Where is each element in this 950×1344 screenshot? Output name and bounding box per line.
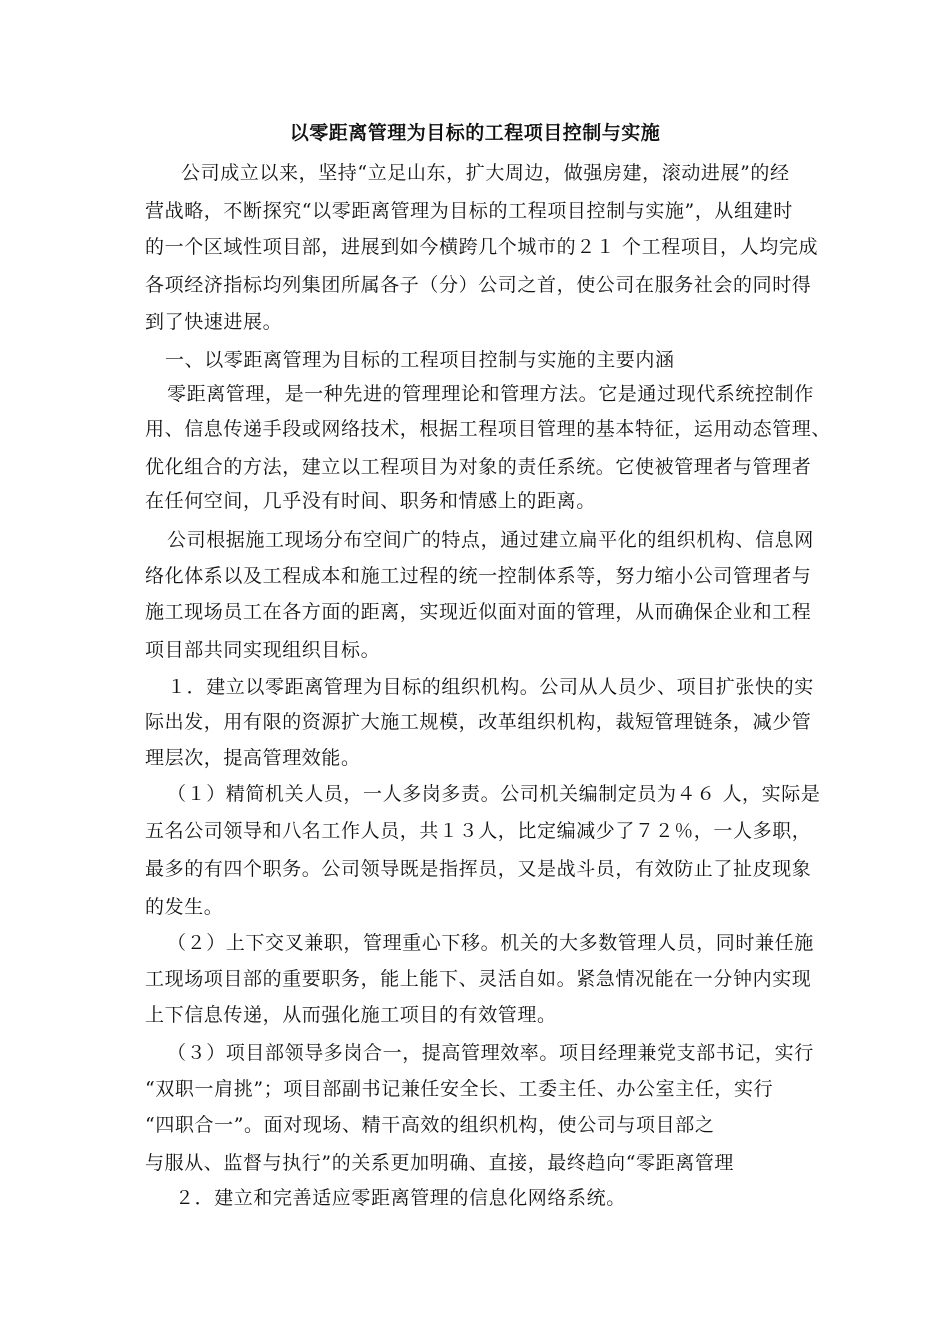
paragraph-line: 的一个区域性项目部，进展到如今横跨几个城市的２１ 个工程项目，人均完成 [145,236,819,258]
paragraph-line: １．建立以零距离管理为目标的组织机构。公司从人员少、项目扩张快的实 [167,676,814,698]
paragraph-line: 的发生。 [145,896,224,918]
paragraph-line: 营战略，不断探究“以零距离管理为目标的工程项目控制与实施”，从组建时 [145,200,793,222]
paragraph-line: 上下信息传递，从而强化施工项目的有效管理。 [145,1004,557,1026]
paragraph-line: （２）上下交叉兼职，管理重心下移。机关的大多数管理人员，同时兼任施 [167,932,814,954]
paragraph-line: （３）项目部领导多岗合一，提高管理效率。项目经理兼党支部书记，实行 [167,1042,814,1064]
paragraph-line: 五名公司领导和八名工作人员，共１３人，比定编减少了７２％，一人多职， [145,820,812,842]
paragraph-line: 公司根据施工现场分布空间广的特点，通过建立扁平化的组织机构、信息网 [167,529,814,551]
paragraph-line: 零距离管理，是一种先进的管理理论和管理方法。它是通过现代系统控制作 [167,383,814,405]
paragraph-line: 理层次，提高管理效能。 [145,747,361,769]
document-title: 以零距离管理为目标的工程项目控制与实施 [289,122,661,144]
section-heading: 一、以零距离管理为目标的工程项目控制与实施的主要内涵 [165,349,675,371]
paragraph-line: 项目部共同实现组织目标。 [145,639,381,661]
paragraph-line: 在任何空间，几乎没有时间、职务和情感上的距离。 [145,490,596,512]
paragraph-line: 施工现场员工在各方面的距离，实现近似面对面的管理，从而确保企业和工程 [145,601,812,623]
paragraph-line: 最多的有四个职务。公司领导既是指挥员，又是战斗员，有效防止了扯皮现象 [145,858,812,880]
paragraph-line: 到了快速进展。 [145,311,283,333]
paragraph-line: （１）精简机关人员，一人多岗多责。公司机关编制定员为４６ 人，实际是 [167,783,821,805]
section-heading: ２．建立和完善适应零距离管理的信息化网络系统。 [175,1187,626,1209]
paragraph-line: 络化体系以及工程成本和施工过程的统一控制体系等，努力缩小公司管理者与 [145,565,812,587]
paragraph-line: 公司成立以来，坚持“立足山东，扩大周边，做强房建，滚动进展”的经 [181,162,790,184]
paragraph-line: 各项经济指标均列集团所属各子（分）公司之首，使公司在服务社会的同时得 [145,274,812,296]
paragraph-line: “四职合一”。面对现场、精干高效的组织机构，使公司与项目部之 [145,1114,715,1136]
paragraph-line: 与服从、监督与执行”的关系更加明确、直接，最终趋向“零距离管理 [145,1152,735,1174]
paragraph-line: 用、信息传递手段或网络技术，根据工程项目管理的基本特征，运用动态管理、 [145,418,832,440]
paragraph-line: 际出发，用有限的资源扩大施工规模，改革组织机构，裁短管理链条，减少管 [145,711,812,733]
paragraph-line: 工现场项目部的重要职务，能上能下、灵活自如。紧急情况能在一分钟内实现 [145,968,812,990]
paragraph-line: “双职一肩挑”；项目部副书记兼任安全长、工委主任、办公室主任，实行 [145,1078,774,1100]
paragraph-line: 优化组合的方法，建立以工程项目为对象的责任系统。它使被管理者与管理者 [145,456,812,478]
